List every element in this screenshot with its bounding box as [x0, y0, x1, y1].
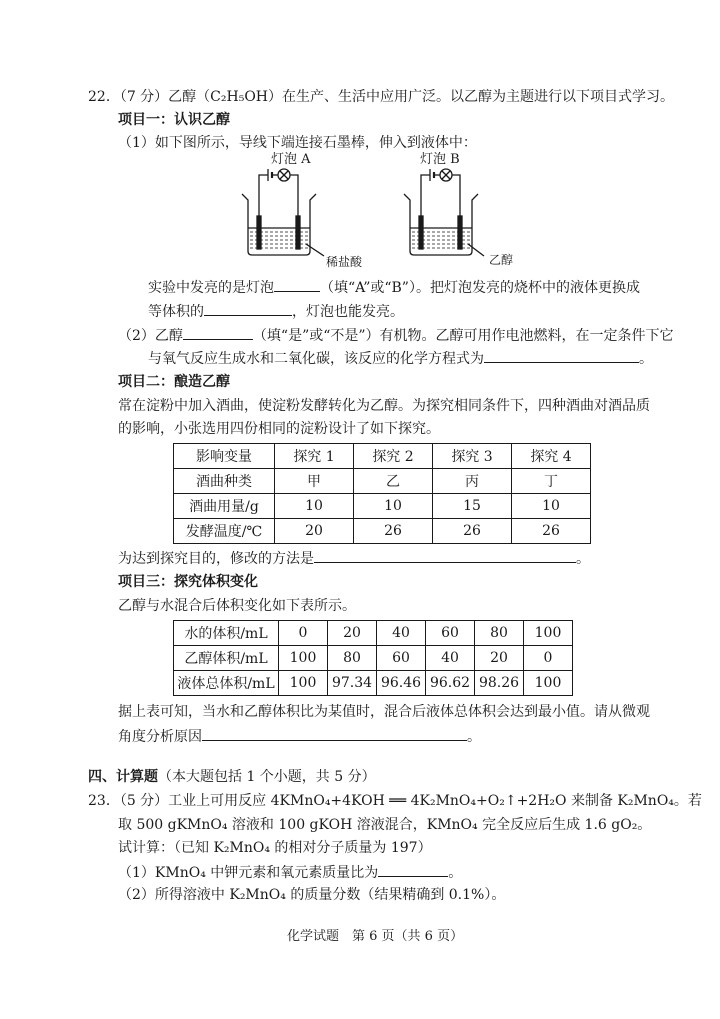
- table-cell: 20: [328, 621, 377, 646]
- page-footer: 化学试题 第 6 页（共 6 页）: [287, 929, 464, 944]
- table-header-cell: 探究 3: [433, 444, 512, 469]
- table-header-row: [174, 444, 591, 469]
- project1-q2-line1: （2）乙醇 （填“是”或“不是”）有机物。乙醇可用作电池燃料，在一定条件下它: [118, 325, 674, 346]
- project2-question: 为达到探究目的，修改的方法是 。: [118, 548, 590, 569]
- table-cell: 0: [279, 621, 328, 646]
- project1-q2-line2: 与氧气反应生成水和二氧化碳，该反应的化学方程式为 。: [148, 348, 653, 369]
- project3-question-line1: 据上表可知，当水和乙醇体积比为某值时，混合后液体总体积会达到最小值。请从微观: [118, 704, 650, 720]
- table-cell: 26: [512, 519, 591, 544]
- table-cell: 水的体积/mL: [174, 621, 279, 646]
- table-cell: 20: [475, 646, 524, 671]
- project3-text: 乙醇与水混合后体积变化如下表所示。: [118, 598, 356, 614]
- bulb-a-label: 灯泡 A: [271, 152, 311, 167]
- table-row: [174, 621, 573, 646]
- q23-question2: （2）所得溶液中 K₂MnO₄ 的质量分数（结果精确到 0.1%）。: [118, 887, 506, 903]
- table-row: [174, 494, 591, 519]
- table-cell: 60: [377, 646, 426, 671]
- table-cell: 10: [512, 494, 591, 519]
- table-header-cell: 探究 2: [354, 444, 433, 469]
- table-cell: 15: [433, 494, 512, 519]
- table-cell: 发酵温度/℃: [174, 519, 275, 544]
- table-cell: 0: [524, 646, 573, 671]
- project2-text-line2: 的影响，小张选用四份相同的淀粉设计了如下探究。: [118, 421, 440, 437]
- table-cell: 80: [475, 621, 524, 646]
- table-cell: 酒曲种类: [174, 469, 275, 494]
- project2-title: 项目二：酿造乙醇: [118, 374, 230, 390]
- table-header-cell: 探究 1: [275, 444, 354, 469]
- table-cell: 100: [279, 671, 328, 696]
- table-row: [174, 469, 591, 494]
- liquid-a-label: 稀盐酸: [326, 255, 363, 269]
- answer-blank-equation[interactable]: [484, 348, 639, 363]
- table-cell: 丁: [512, 469, 591, 494]
- table-cell: 20: [275, 519, 354, 544]
- table-header-cell: 探究 4: [512, 444, 591, 469]
- table-cell: 丙: [433, 469, 512, 494]
- table-cell: 96.46: [377, 671, 426, 696]
- project1-q1-line1: 实验中发亮的是灯泡 （填“A”或“B”）。把灯泡发亮的烧杯中的液体更换成: [148, 277, 640, 298]
- table-cell: 100: [524, 621, 573, 646]
- project3-title: 项目三：探究体积变化: [118, 574, 258, 590]
- table-cell: 乙醇体积/mL: [174, 646, 279, 671]
- q22-stem: 22．（7 分）乙醇（C₂H₅OH）在生产、生活中应用广泛。以乙醇为主题进行以下项目式学习。: [88, 89, 675, 105]
- table-cell: 液体总体积/mL: [174, 671, 279, 696]
- section4-heading: 四、计算题（本大题包括 1 个小题，共 5 分）: [88, 769, 376, 785]
- q23-line3: 试计算：（已知 K₂MnO₄ 的相对分子质量为 197）: [118, 840, 432, 856]
- answer-blank-method[interactable]: [314, 548, 576, 563]
- volume-change-table: [173, 620, 573, 696]
- yeast-experiment-table: [173, 443, 591, 544]
- table-cell: 10: [354, 494, 433, 519]
- table-row: [174, 519, 591, 544]
- table-cell: 97.34: [328, 671, 377, 696]
- table-cell: 60: [426, 621, 475, 646]
- table-cell: 96.62: [426, 671, 475, 696]
- bulb-b-label: 灯泡 B: [420, 152, 460, 167]
- answer-blank-bulb[interactable]: [274, 277, 320, 292]
- beaker-diagram-a: [238, 156, 388, 266]
- table-cell: 乙: [354, 469, 433, 494]
- table-cell: 酒曲用量/g: [174, 494, 275, 519]
- table-cell: 100: [524, 671, 573, 696]
- table-cell: 80: [328, 646, 377, 671]
- table-cell: 98.26: [475, 671, 524, 696]
- project1-title: 项目一：认识乙醇: [118, 112, 230, 128]
- q23-line1: 23．（5 分）工业上可用反应 4KMnO₄+4KOH ══ 4K₂MnO₄+O₂↑+2H₂O 来制备 K₂MnO₄。若: [88, 793, 702, 809]
- q23-question1: （1）KMnO₄ 中钾元素和氧元素质量比为 。: [118, 862, 462, 883]
- answer-blank-organic[interactable]: [183, 325, 253, 340]
- table-cell: 40: [426, 646, 475, 671]
- table-cell: 26: [433, 519, 512, 544]
- project2-text-line1: 常在淀粉中加入酒曲，使淀粉发酵转化为乙醇。为探究相同条件下，四种酒曲对酒品质: [118, 398, 650, 414]
- beaker-diagram-b: [400, 156, 550, 266]
- project1-q1-line2: 等体积的 ，灯泡也能发亮。: [148, 301, 404, 322]
- q23-line2: 取 500 gKMnO₄ 溶液和 100 gKOH 溶液混合，KMnO₄ 完全反应后生成 1.6 gO₂。: [118, 817, 652, 833]
- project3-question-line2: 角度分析原因 。: [118, 726, 481, 747]
- table-row: [174, 646, 573, 671]
- table-cell: 10: [275, 494, 354, 519]
- answer-blank-reason[interactable]: [202, 726, 467, 741]
- answer-blank-mass-ratio[interactable]: [378, 862, 448, 877]
- table-row: [174, 671, 573, 696]
- table-header-cell: 影响变量: [174, 444, 275, 469]
- project1-question1: （1）如下图所示，导线下端连接石墨棒，伸入到液体中：: [118, 135, 477, 151]
- table-cell: 100: [279, 646, 328, 671]
- answer-blank-liquid[interactable]: [204, 301, 292, 316]
- table-cell: 40: [377, 621, 426, 646]
- table-cell: 甲: [275, 469, 354, 494]
- liquid-b-label: 乙醇: [489, 253, 514, 267]
- table-cell: 26: [354, 519, 433, 544]
